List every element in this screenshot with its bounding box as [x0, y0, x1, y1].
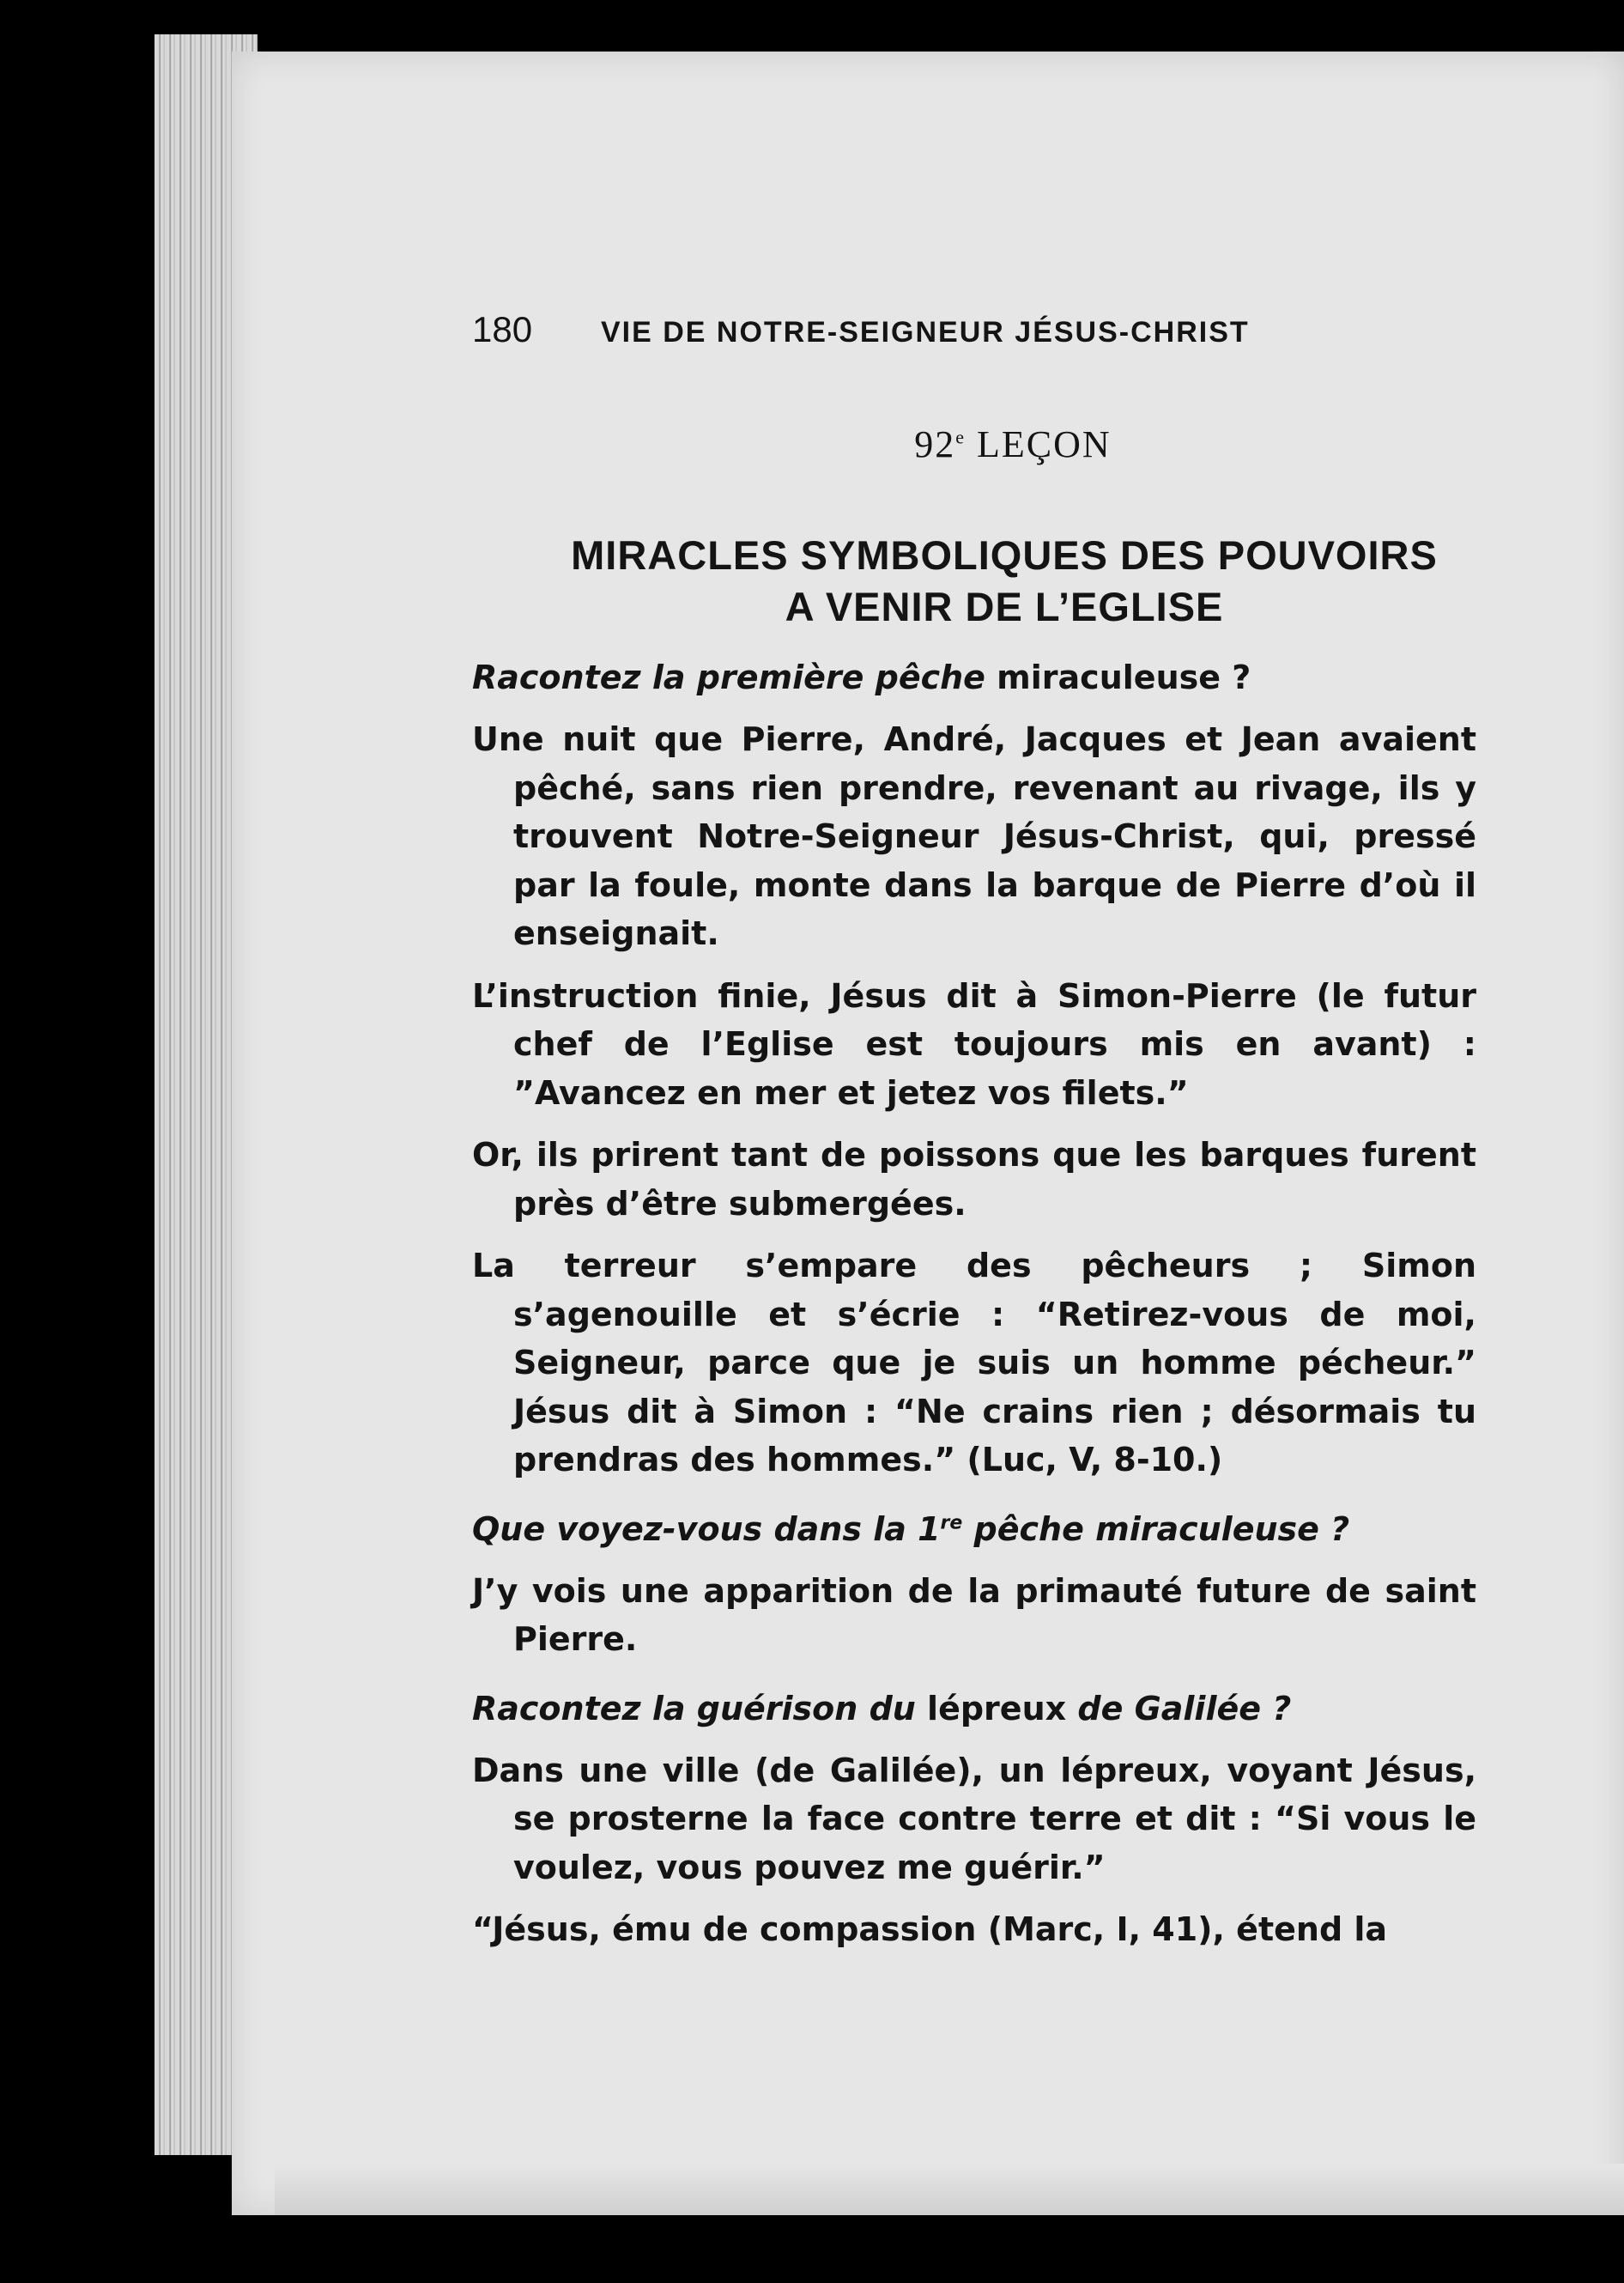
question-2	[472, 1505, 1476, 1553]
lesson-label: LEÇON	[977, 423, 1112, 465]
paragraph-2: L’instruction finie, Jésus dit à Simon-Pierre (le futur chef de l’Eglise est toujours mis en avant) : ”Avancez en mer et jetez vos filets.”	[472, 976, 1476, 1112]
question-1-plain: miraculeuse ?	[985, 659, 1251, 696]
question-3-part-1: Racontez la guérison du	[472, 1689, 916, 1727]
question-1	[472, 653, 1476, 701]
page-number: 180	[472, 309, 533, 349]
lesson-number-suffix: e	[955, 426, 967, 448]
question-3-part-2: lépreux	[915, 1689, 1078, 1727]
chapter-title	[532, 530, 1476, 633]
running-title: VIE DE NOTRE-SEIGNEUR JÉSUS-CHRIST	[601, 316, 1250, 349]
question-1-italic: Racontez la première pêche	[472, 659, 985, 696]
question-2-before: Que voyez-vous dans la 1	[472, 1509, 941, 1548]
paragraph-3: Or, ils prirent tant de poissons que les barques furent près d’être submergées.	[472, 1136, 1476, 1223]
question-3	[472, 1685, 1476, 1733]
question-2-sup: re	[940, 1511, 963, 1533]
question-3-part-3: de Galilée ?	[1077, 1689, 1292, 1727]
lesson-number: 92	[914, 423, 956, 465]
lesson-heading	[549, 422, 1476, 474]
page-text	[472, 309, 1476, 1954]
paragraph-4: La terreur s’empare des pêcheurs ; Simon s’agenouille et s’écrie : “Retirez-vous de moi, Seigneur, parce que je suis un homme pécheur.” Jésus dit à Simon : “Ne crains rien ; désormais tu prendras des hommes.” (Luc, V, 8-10.)	[472, 1247, 1476, 1478]
paragraph-1: Une nuit que Pierre, André, Jacques et Jean avaient pêché, sans rien prendre, revenant au rivage, ils y trouvent Notre-Seigneur Jésus-Christ, qui, pressé par la foule, monte dans la barque de Pierre d’où il enseignait.	[472, 720, 1476, 952]
paragraph-6: Dans une ville (de Galilée), un lépreux, voyant Jésus, se prosterne la face contre terre et dit : “Si vous le voulez, vous pouvez me guérir.”	[472, 1751, 1476, 1886]
chapter-title-line-2: A VENIR DE L’EGLISE	[785, 584, 1224, 629]
paragraph-5: J’y vois une apparition de la primauté future de saint Pierre.	[472, 1571, 1476, 1658]
running-head	[472, 309, 1476, 369]
question-2-after: pêche miraculeuse ?	[962, 1509, 1350, 1548]
page-bottom-edge	[275, 2164, 1624, 2215]
paragraph-7: “Jésus, ému de compassion (Marc, I, 41), étend la	[472, 1910, 1388, 1948]
chapter-title-line-1: MIRACLES SYMBOLIQUES DES POUVOIRS	[571, 532, 1438, 578]
